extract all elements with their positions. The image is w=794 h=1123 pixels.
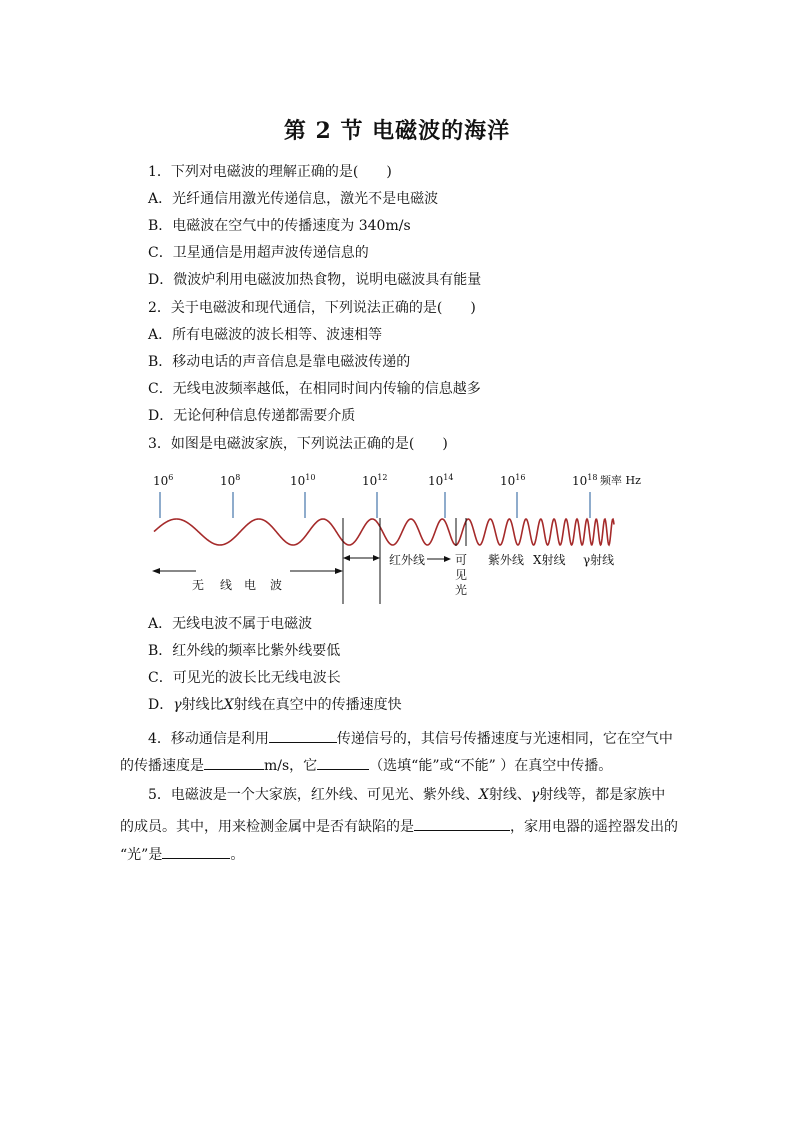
q2-option-c: C．无线电波频率越低，在相同时间内传输的信息越多 — [148, 381, 481, 397]
radio-label-4: 波 — [270, 578, 283, 592]
frequency-unit-label: 频率 Hz — [600, 474, 641, 487]
infrared-label: 红外线 — [389, 553, 426, 567]
frequency-label-5: $10^{16}$ — [500, 473, 526, 488]
q4-blank-3[interactable] — [317, 754, 369, 770]
q5-text-1c: 射线等，都是家族中 — [539, 787, 666, 803]
q1-option-c: C．卫星通信是用超声波传递信息的 — [148, 245, 369, 261]
q3-stem: 3．如图是电磁波家族，下列说法正确的是( ) — [148, 436, 448, 452]
frequency-label-1: $10^8$ — [220, 473, 241, 488]
q4-line-2 — [120, 754, 612, 776]
visible-label-2: 见 — [455, 568, 468, 582]
q3-option-c: C．可见光的波长比无线电波长 — [148, 670, 341, 686]
infrared-arrowhead-left — [343, 555, 350, 561]
q2-option-a: A．所有电磁波的波长相等、波速相等 — [148, 327, 383, 343]
q5-text-1g: γ — [530, 787, 540, 803]
q5-text-1x: X — [478, 787, 489, 803]
gamma-ray-label: γ射线 — [583, 553, 615, 567]
radio-label-2: 线 — [220, 578, 233, 592]
frequency-label-2: $10^{10}$ — [290, 473, 316, 488]
wave-curve — [154, 519, 614, 545]
q4-text-1: 4．移动通信是利用 — [148, 731, 269, 747]
radio-label-3: 电 — [244, 578, 257, 592]
q5-text-3b: 。 — [230, 847, 245, 863]
q1-option-a: A．光纤通信用激光传递信息，激光不是电磁波 — [148, 191, 439, 207]
q5-text-2b: ，家用电器的遥控器发出的 — [510, 819, 678, 835]
ultraviolet-label: 紫外线 — [488, 553, 525, 567]
q1-option-b: B．电磁波在空气中的传播速度为 340m/s — [148, 218, 411, 234]
q2-option-d: D．无论何种信息传递都需要介质 — [148, 408, 356, 424]
q3-option-b: B．红外线的频率比紫外线要低 — [148, 643, 341, 659]
xray-label: X射线 — [533, 553, 566, 567]
frequency-label-0: $10^6$ — [153, 473, 174, 488]
visible-label-3: 光 — [455, 583, 468, 597]
q3-option-a: A．无线电波不属于电磁波 — [148, 616, 313, 632]
frequency-label-6: $10^{18}$ — [572, 473, 598, 488]
q4-text-5: （选填“能”或“不能” ）在真空中传播。 — [369, 758, 613, 774]
q2-option-b: B．移动电话的声音信息是靠电磁波传递的 — [148, 354, 411, 370]
q4-text-3: 的传播速度是 — [120, 758, 204, 774]
q1-option-d: D．微波炉利用电磁波加热食物，说明电磁波具有能量 — [148, 272, 482, 288]
q2-stem: 2．关于电磁波和现代通信，下列说法正确的是( ) — [148, 300, 476, 316]
q4-text-4: m/s，它 — [264, 758, 318, 774]
q1-stem: 1．下列对电磁波的理解正确的是( ) — [148, 164, 392, 180]
q4-blank-1[interactable] — [269, 727, 337, 743]
q3-option-d-gamma: γ — [173, 697, 182, 713]
q5-text-2a: 的成员。其中，用来检测金属中是否有缺陷的是 — [120, 819, 414, 835]
radio-label-1: 无 — [192, 578, 205, 592]
infrared-arrowhead-right — [373, 555, 380, 561]
q3-option-d — [148, 695, 402, 715]
q3-option-d-x: X — [223, 697, 234, 713]
page-title: 第 2 节 电磁波的海洋 — [283, 118, 511, 144]
frequency-label-4: $10^{14}$ — [428, 473, 454, 488]
infrared-pointer-head — [444, 556, 451, 562]
q5-blank-2[interactable] — [162, 843, 230, 859]
q3-option-d-prefix: D． — [148, 697, 174, 713]
q4-text-2: 传递信号的，其信号传播速度与光速相同，它在空气中 — [336, 731, 673, 747]
q5-line-2 — [120, 815, 678, 837]
frequency-label-3: $10^{12}$ — [362, 473, 388, 488]
em-spectrum-diagram — [140, 466, 660, 608]
q3-option-d-suffix: 射线在真空中的传播速度快 — [233, 697, 402, 713]
q5-line-3 — [120, 843, 244, 865]
visible-label-1: 可 — [455, 553, 468, 567]
frequency-ticks — [160, 492, 590, 518]
q5-text-1b: 射线、 — [488, 787, 531, 803]
frequency-labels — [153, 473, 597, 488]
radio-arrowhead-right — [335, 568, 343, 574]
radio-arrowhead-left — [152, 568, 160, 574]
q3-option-d-mid: 射线比 — [181, 697, 224, 713]
q4-line-1 — [148, 727, 673, 749]
q5-text-3a: “光”是 — [120, 847, 163, 863]
q5-line-1 — [148, 785, 665, 805]
q5-text-1a: 5．电磁波是一个大家族，红外线、可见光、紫外线、 — [148, 787, 479, 803]
q4-blank-2[interactable] — [204, 754, 264, 770]
q5-blank-1[interactable] — [414, 815, 510, 831]
